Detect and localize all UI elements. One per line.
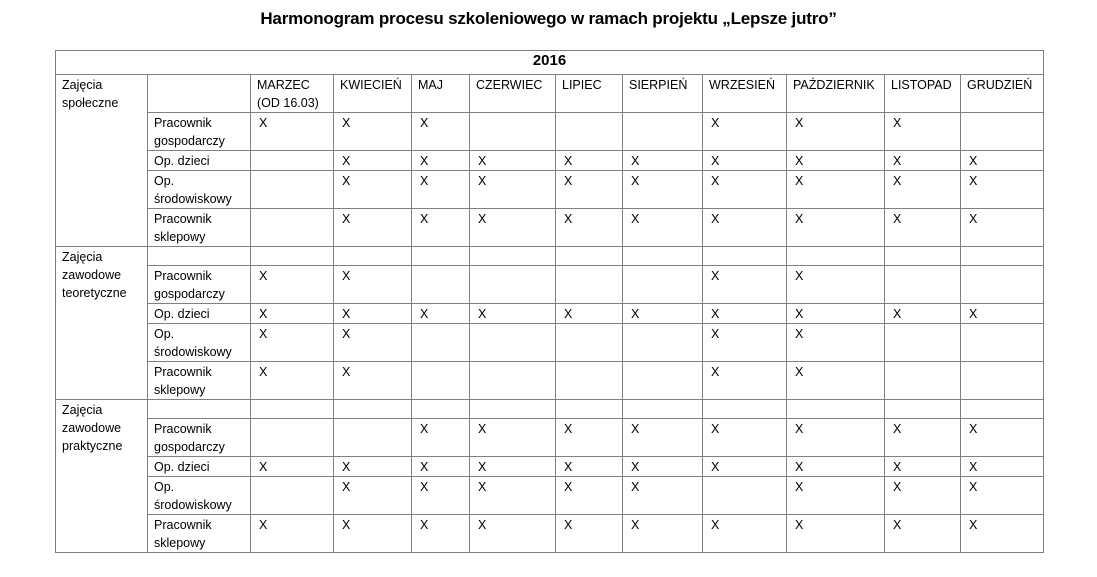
schedule-mark [251,477,334,515]
schedule-mark: X [961,515,1044,553]
schedule-mark: X [556,171,623,209]
schedule-mark: X [703,419,787,457]
schedule-mark: X [787,151,885,171]
schedule-mark: X [787,515,885,553]
schedule-mark: X [961,171,1044,209]
schedule-mark: X [470,457,556,477]
schedule-mark: X [703,457,787,477]
schedule-mark [703,477,787,515]
role-label: Op. dzieci [148,304,251,324]
schedule-mark: X [787,457,885,477]
empty-cell [470,247,556,266]
schedule-mark [251,151,334,171]
schedule-mark [470,324,556,362]
schedule-mark: X [623,477,703,515]
schedule-mark: X [703,266,787,304]
schedule-mark: X [787,419,885,457]
section-name: Zajęcia zawodowe praktyczne [56,400,148,553]
table-row [56,515,1044,553]
role-header-cell [148,247,251,266]
empty-cell [556,400,623,419]
table-row [56,113,1044,151]
schedule-mark: X [623,151,703,171]
section-name: Zajęcia społeczne [56,75,148,247]
month-header: LIPIEC [556,75,623,113]
schedule-mark: X [412,209,470,247]
schedule-mark: X [334,266,412,304]
role-header-cell [148,400,251,419]
schedule-mark: X [885,304,961,324]
role-label: Op. środowiskowy [148,171,251,209]
schedule-mark [470,266,556,304]
section-header-row [56,400,1044,419]
schedule-mark: X [334,171,412,209]
table-row [56,151,1044,171]
schedule-mark: X [334,209,412,247]
schedule-mark: X [334,113,412,151]
month-header: MAJ [412,75,470,113]
schedule-mark: X [787,304,885,324]
schedule-mark: X [556,209,623,247]
schedule-mark: X [556,151,623,171]
schedule-mark [961,113,1044,151]
schedule-mark: X [251,515,334,553]
section-header-row [56,75,1044,113]
schedule-mark [623,324,703,362]
schedule-mark: X [412,419,470,457]
schedule-mark: X [556,477,623,515]
schedule-mark [412,324,470,362]
empty-cell [470,400,556,419]
year-header: 2016 [56,51,1044,75]
empty-cell [703,400,787,419]
month-header: LISTOPAD [885,75,961,113]
schedule-mark: X [623,304,703,324]
schedule-mark: X [787,113,885,151]
schedule-mark: X [885,419,961,457]
schedule-mark: X [251,362,334,400]
schedule-mark [623,266,703,304]
schedule-mark: X [556,304,623,324]
schedule-body [56,75,1044,553]
month-header: KWIECIEŃ [334,75,412,113]
schedule-mark [623,362,703,400]
schedule-mark: X [334,515,412,553]
schedule-mark: X [412,171,470,209]
schedule-mark: X [251,457,334,477]
role-label: Op. dzieci [148,457,251,477]
schedule-mark: X [885,151,961,171]
schedule-mark [961,362,1044,400]
schedule-mark [961,324,1044,362]
schedule-mark [556,266,623,304]
schedule-mark: X [961,419,1044,457]
schedule-mark: X [961,457,1044,477]
empty-cell [556,247,623,266]
table-row [56,209,1044,247]
month-header: SIERPIEŃ [623,75,703,113]
schedule-mark: X [334,457,412,477]
schedule-mark: X [251,266,334,304]
schedule-mark: X [703,151,787,171]
schedule-mark [412,266,470,304]
role-header-cell [148,75,251,113]
schedule-mark: X [961,477,1044,515]
schedule-mark [251,419,334,457]
role-label: Pracownik sklepowy [148,362,251,400]
table-row [56,324,1044,362]
schedule-mark: X [703,304,787,324]
role-label: Op. środowiskowy [148,477,251,515]
schedule-mark [470,113,556,151]
table-row [56,362,1044,400]
schedule-mark: X [334,304,412,324]
role-label: Op. dzieci [148,151,251,171]
table-row [56,304,1044,324]
schedule-mark: X [623,457,703,477]
schedule-mark: X [251,113,334,151]
schedule-table [55,50,1044,553]
empty-cell [412,400,470,419]
schedule-mark: X [623,209,703,247]
schedule-mark: X [703,171,787,209]
empty-cell [623,400,703,419]
schedule-mark [556,324,623,362]
schedule-mark: X [885,457,961,477]
schedule-mark: X [961,151,1044,171]
schedule-mark: X [885,113,961,151]
schedule-mark: X [703,362,787,400]
schedule-mark: X [470,419,556,457]
schedule-mark: X [885,477,961,515]
schedule-mark [251,209,334,247]
schedule-mark: X [412,113,470,151]
role-label: Pracownik gospodarczy [148,113,251,151]
schedule-mark: X [251,304,334,324]
schedule-mark: X [961,209,1044,247]
year-row [56,51,1044,75]
schedule-mark: X [885,171,961,209]
month-header: PAŹDZIERNIK [787,75,885,113]
empty-cell [334,247,412,266]
schedule-mark: X [556,457,623,477]
schedule-mark: X [470,515,556,553]
schedule-mark: X [470,209,556,247]
empty-cell [885,400,961,419]
schedule-mark: X [334,324,412,362]
role-label: Pracownik gospodarczy [148,266,251,304]
schedule-mark: X [787,362,885,400]
empty-cell [623,247,703,266]
table-row [56,419,1044,457]
schedule-mark: X [703,324,787,362]
schedule-mark: X [703,209,787,247]
schedule-mark [885,362,961,400]
schedule-mark: X [885,515,961,553]
schedule-mark [470,362,556,400]
schedule-mark: X [334,151,412,171]
schedule-mark [334,419,412,457]
empty-cell [703,247,787,266]
schedule-mark: X [885,209,961,247]
schedule-mark: X [556,419,623,457]
schedule-mark [623,113,703,151]
schedule-mark: X [703,113,787,151]
schedule-mark [251,171,334,209]
section-header-row [56,247,1044,266]
schedule-mark: X [787,266,885,304]
table-row [56,171,1044,209]
schedule-mark [556,362,623,400]
schedule-mark: X [412,304,470,324]
table-row [56,477,1044,515]
schedule-mark [556,113,623,151]
page-title: Harmonogram procesu szkoleniowego w ramach projektu „Lepsze jutro” [260,9,837,28]
empty-cell [334,400,412,419]
schedule-mark [885,324,961,362]
table-row [56,457,1044,477]
schedule-mark: X [412,477,470,515]
empty-cell [961,247,1044,266]
schedule-mark: X [470,151,556,171]
schedule-mark: X [787,171,885,209]
role-label: Pracownik gospodarczy [148,419,251,457]
schedule-mark: X [556,515,623,553]
schedule-mark: X [787,477,885,515]
schedule-mark: X [787,209,885,247]
schedule-mark [961,266,1044,304]
schedule-mark: X [412,151,470,171]
empty-cell [885,247,961,266]
schedule-mark [412,362,470,400]
schedule-mark: X [470,171,556,209]
schedule-mark: X [623,419,703,457]
schedule-mark: X [412,515,470,553]
empty-cell [412,247,470,266]
role-label: Pracownik sklepowy [148,515,251,553]
table-row [56,266,1044,304]
schedule-mark: X [470,477,556,515]
month-header: WRZESIEŃ [703,75,787,113]
schedule-mark: X [623,171,703,209]
empty-cell [251,400,334,419]
month-header: MARZEC (OD 16.03) [251,75,334,113]
empty-cell [787,400,885,419]
schedule-mark: X [703,515,787,553]
role-label: Pracownik sklepowy [148,209,251,247]
section-name: Zajęcia zawodowe teoretyczne [56,247,148,400]
empty-cell [251,247,334,266]
role-label: Op. środowiskowy [148,324,251,362]
schedule-mark [885,266,961,304]
empty-cell [961,400,1044,419]
schedule-mark: X [623,515,703,553]
schedule-mark: X [470,304,556,324]
empty-cell [787,247,885,266]
schedule-mark: X [334,477,412,515]
schedule-mark: X [251,324,334,362]
month-header: GRUDZIEŃ [961,75,1044,113]
schedule-mark: X [787,324,885,362]
schedule-mark: X [334,362,412,400]
schedule-mark: X [412,457,470,477]
schedule-mark: X [961,304,1044,324]
month-header: CZERWIEC [470,75,556,113]
